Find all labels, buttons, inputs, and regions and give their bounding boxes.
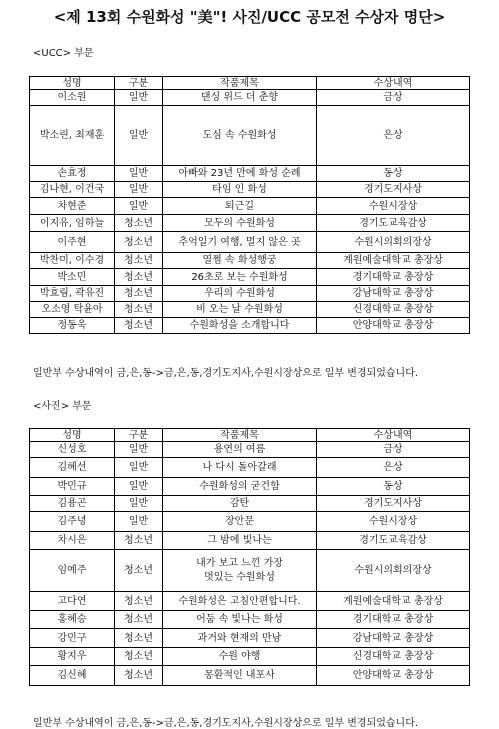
cell-work-title: 비 오는 날 수원화성 <box>163 302 317 318</box>
cell-award: 경기대학교 총장상 <box>317 269 470 286</box>
cell-work-title: 우리의 수원화성 <box>163 286 317 302</box>
cell-name: 손효정 <box>30 166 115 182</box>
cell-name: 박소린, 최재훈 <box>30 106 115 166</box>
cell-work-title: 도심 속 수원화성 <box>163 106 317 166</box>
ucc-awards-table <box>29 76 470 334</box>
cell-work-title: 추억일기 여행, 멀지 않은 곳 <box>163 232 317 253</box>
cell-category: 청소년 <box>115 253 163 269</box>
cell-category: 청소년 <box>115 611 163 629</box>
cell-award: 신경대학교 총장상 <box>317 648 470 666</box>
table-row <box>30 232 470 253</box>
table-row <box>30 318 470 334</box>
table-row <box>30 269 470 286</box>
table-row <box>30 478 470 496</box>
cell-award: 금상 <box>317 442 470 458</box>
cell-name: 차현준 <box>30 198 115 215</box>
cell-award: 동상 <box>317 478 470 496</box>
cell-category: 청소년 <box>115 269 163 286</box>
table-row <box>30 90 470 106</box>
cell-name: 고다연 <box>30 592 115 611</box>
ucc-section-heading: <UCC> 부문 <box>33 48 94 59</box>
cell-work-title: 아빠와 23년 만에 화성 순례 <box>163 166 317 182</box>
cell-name: 김나현, 이건국 <box>30 182 115 198</box>
cell-award: 수원시의회의장상 <box>317 550 470 592</box>
cell-name: 황지우 <box>30 648 115 666</box>
cell-award: 계원예술대학교 총장상 <box>317 592 470 611</box>
cell-category: 일반 <box>115 458 163 478</box>
cell-work-title: 퇴근길 <box>163 198 317 215</box>
cell-category: 청소년 <box>115 232 163 253</box>
cell-work-title: 장안문 <box>163 512 317 532</box>
cell-name: 김신혜 <box>30 666 115 686</box>
column-header-award: 수상내역 <box>317 429 470 442</box>
page-title: <제 13회 수원화성 "美"! 사진/UCC 공모전 수상자 명단> <box>53 8 446 26</box>
cell-award: 경기도지사상 <box>317 496 470 512</box>
cell-award: 강남대학교 총장상 <box>317 286 470 302</box>
cell-category: 청소년 <box>115 629 163 648</box>
cell-category: 일반 <box>115 442 163 458</box>
cell-award: 동상 <box>317 166 470 182</box>
cell-category: 청소년 <box>115 215 163 232</box>
cell-name: 강민구 <box>30 629 115 648</box>
table-row <box>30 666 470 686</box>
cell-name: 박효림, 곽유진 <box>30 286 115 302</box>
table-row <box>30 496 470 512</box>
cell-category: 일반 <box>115 166 163 182</box>
table-row <box>30 512 470 532</box>
work-title-line-1: 내가 보고 느낀 가장 <box>196 557 283 569</box>
cell-category: 청소년 <box>115 666 163 686</box>
column-header-name: 성명 <box>30 77 115 90</box>
cell-category: 일반 <box>115 512 163 532</box>
ucc-award-change-note: 일반부 수상내역이 금,은,동->금,은,동,경기도지사,수원시장상으로 일부 변경되었습니다. <box>33 368 419 379</box>
cell-award: 계원예술대학교 총장상 <box>317 253 470 269</box>
table-row <box>30 182 470 198</box>
cell-work-title: 모두의 수원화성 <box>163 215 317 232</box>
cell-award: 수원시장상 <box>317 198 470 215</box>
cell-name: 홍혜승 <box>30 611 115 629</box>
photo-award-change-note: 일반부 수상내역이 금,은,동->금,은,동,경기도지사,수원시장상으로 일부 변경되었습니다. <box>33 718 419 729</box>
cell-name: 임예주 <box>30 550 115 592</box>
column-header-work-title: 작품제목 <box>163 429 317 442</box>
cell-work-title: 몽환적인 내포사 <box>163 666 317 686</box>
cell-name: 이지유, 임하늘 <box>30 215 115 232</box>
cell-work-title: 과거와 현재의 만남 <box>163 629 317 648</box>
table-row <box>30 106 470 166</box>
cell-name: 이소원 <box>30 90 115 106</box>
cell-category: 청소년 <box>115 532 163 550</box>
cell-work-title: 용연의 여름 <box>163 442 317 458</box>
table-row <box>30 629 470 648</box>
table-row <box>30 442 470 458</box>
cell-work-title: 수원화성의 굳건함 <box>163 478 317 496</box>
table-row <box>30 592 470 611</box>
cell-work-title: 어둠 속 빛나는 화성 <box>163 611 317 629</box>
table-row <box>30 166 470 182</box>
table-row <box>30 286 470 302</box>
table-row <box>30 253 470 269</box>
cell-category: 일반 <box>115 496 163 512</box>
cell-award: 안양대학교 총장상 <box>317 666 470 686</box>
cell-name: 김혜선 <box>30 458 115 478</box>
table-header-row <box>30 429 470 442</box>
cell-category: 청소년 <box>115 550 163 592</box>
cell-work-title: 댄싱 위드 더 춘향 <box>163 90 317 106</box>
cell-work-title: 감탄 <box>163 496 317 512</box>
cell-award: 수원시장상 <box>317 512 470 532</box>
cell-work-title: 나 다시 돌아갈래 <box>163 458 317 478</box>
cell-award: 경기도교육감상 <box>317 215 470 232</box>
cell-award: 은상 <box>317 106 470 166</box>
table-row <box>30 458 470 478</box>
table-header-row <box>30 77 470 90</box>
cell-name: 김용곤 <box>30 496 115 512</box>
column-header-category: 구분 <box>115 77 163 90</box>
cell-category: 청소년 <box>115 302 163 318</box>
cell-work-title: 수원화성은 고침안편합니다. <box>163 592 317 611</box>
cell-category: 청소년 <box>115 318 163 334</box>
photo-awards-table <box>29 428 470 686</box>
cell-work-title: 그 밤에 빛나는 <box>163 532 317 550</box>
cell-work-title: 수원 야행 <box>163 648 317 666</box>
cell-category: 일반 <box>115 478 163 496</box>
cell-name: 이주현 <box>30 232 115 253</box>
column-header-work-title: 작품제목 <box>163 77 317 90</box>
cell-category: 일반 <box>115 106 163 166</box>
cell-name: 김주녕 <box>30 512 115 532</box>
cell-award: 경기도지사상 <box>317 182 470 198</box>
cell-name: 정동욱 <box>30 318 115 334</box>
cell-award: 강남대학교 총장상 <box>317 629 470 648</box>
table-row <box>30 611 470 629</box>
cell-name: 박소민 <box>30 269 115 286</box>
cell-work-title: 수원화성을 소개합니다 <box>163 318 317 334</box>
column-header-award: 수상내역 <box>317 77 470 90</box>
cell-category: 청소년 <box>115 286 163 302</box>
cell-award: 수원시의회의장상 <box>317 232 470 253</box>
cell-work-title: 타임 인 화성 <box>163 182 317 198</box>
cell-category: 청소년 <box>115 592 163 611</box>
cell-category: 일반 <box>115 198 163 215</box>
cell-award: 경기대학교 총장상 <box>317 611 470 629</box>
table-row <box>30 215 470 232</box>
photo-section-heading: <사진> 부문 <box>33 401 92 412</box>
cell-award: 신경대학교 총장상 <box>317 302 470 318</box>
column-header-name: 성명 <box>30 429 115 442</box>
cell-category: 일반 <box>115 182 163 198</box>
cell-name: 신성호 <box>30 442 115 458</box>
cell-work-title <box>163 550 317 592</box>
cell-category: 일반 <box>115 90 163 106</box>
cell-award: 안양대학교 총장상 <box>317 318 470 334</box>
cell-work-title: 26초로 보는 수원화성 <box>163 269 317 286</box>
table-row <box>30 302 470 318</box>
cell-name: 오소영 탁윤아 <box>30 302 115 318</box>
table-row <box>30 648 470 666</box>
table-row <box>30 198 470 215</box>
cell-category: 청소년 <box>115 648 163 666</box>
column-header-category: 구분 <box>115 429 163 442</box>
cell-award: 은상 <box>317 458 470 478</box>
cell-award: 경기도교육감상 <box>317 532 470 550</box>
table-row <box>30 550 470 592</box>
work-title-line-2: 멋있는 수원화성 <box>204 571 275 583</box>
cell-name: 박찬미, 이수경 <box>30 253 115 269</box>
cell-award: 금상 <box>317 90 470 106</box>
cell-work-title: 열쩜 속 화성행궁 <box>163 253 317 269</box>
cell-name: 박민규 <box>30 478 115 496</box>
cell-name: 차시은 <box>30 532 115 550</box>
table-row <box>30 532 470 550</box>
